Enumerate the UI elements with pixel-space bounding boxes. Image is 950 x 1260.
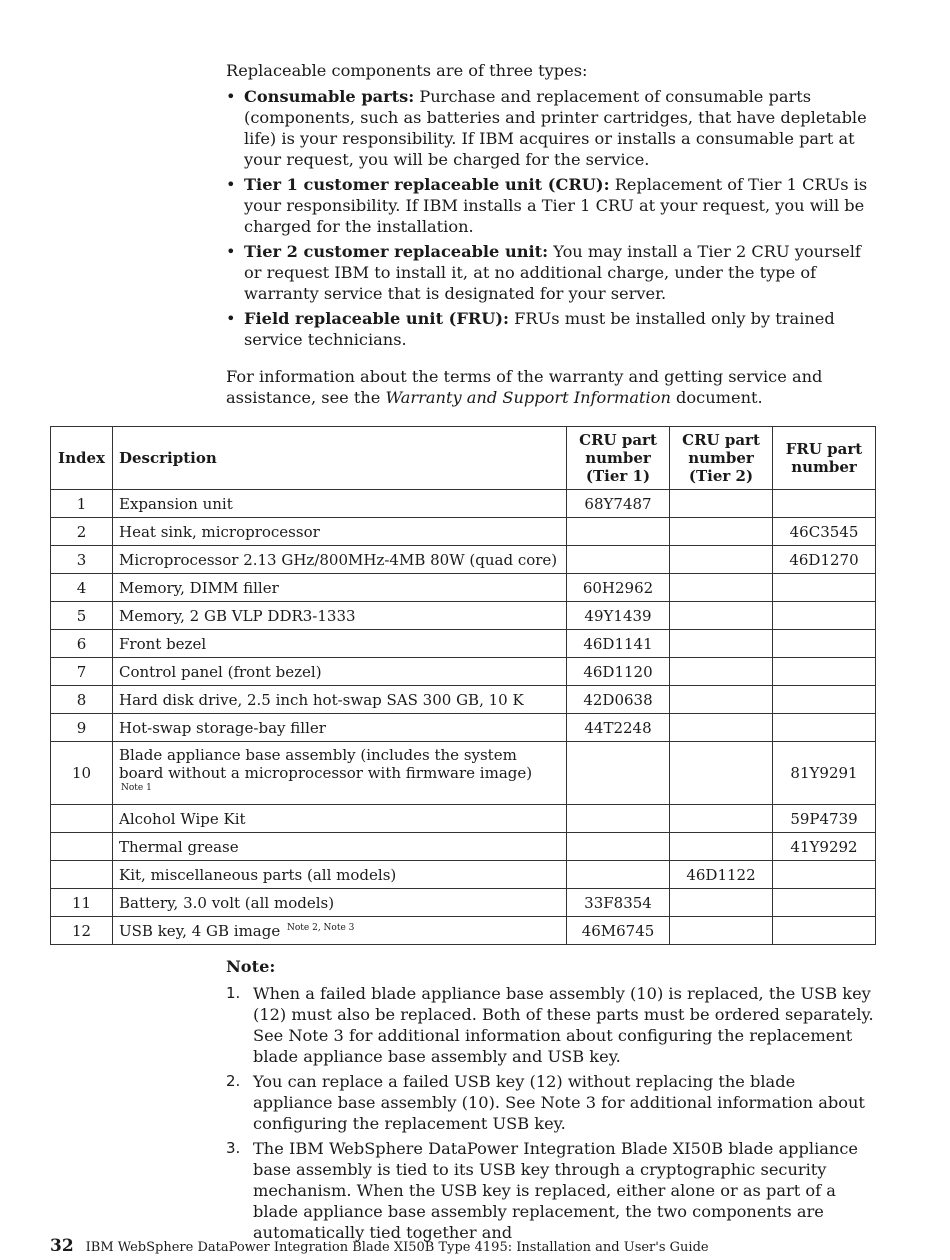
cell-cru-tier1 <box>567 714 670 742</box>
cell-index-text: 1 <box>76 494 87 513</box>
cell-fru <box>773 805 876 833</box>
header-cru-tier1: CRU part number (Tier 1) <box>567 427 670 490</box>
note-number: 1. <box>226 984 241 1002</box>
cell-cru-tier2 <box>670 490 773 518</box>
note-number: 2. <box>226 1072 241 1090</box>
cell-description <box>113 805 567 833</box>
table-row <box>51 742 876 805</box>
cell-description-text: Thermal grease <box>119 837 239 856</box>
cell-description <box>113 490 567 518</box>
cell-index-text: 2 <box>76 522 87 541</box>
cell-index <box>51 686 113 714</box>
cell-description <box>113 742 567 805</box>
note-item <box>226 1138 878 1243</box>
cell-index-text: 3 <box>76 550 87 569</box>
cell-description-text: Hard disk drive, 2.5 inch hot-swap SAS 300 GB, 10 K <box>119 690 524 709</box>
cell-fru <box>773 714 876 742</box>
cell-fru <box>773 630 876 658</box>
table-row <box>51 518 876 546</box>
bullet-tier1-cru <box>226 174 878 237</box>
footnote-reference: Note 2, Note 3 <box>287 922 355 933</box>
cell-fru <box>773 518 876 546</box>
cell-cru-tier1-text: 46M6745 <box>581 921 655 940</box>
cell-index-text: 5 <box>76 606 87 625</box>
bullet-fru <box>226 308 878 350</box>
cell-fru-text: 59P4739 <box>790 809 858 828</box>
cell-fru <box>773 889 876 917</box>
cell-cru-tier2 <box>670 518 773 546</box>
table-row <box>51 658 876 686</box>
cell-description-text: Expansion unit <box>119 494 233 513</box>
cell-description-text: Hot-swap storage-bay filler <box>119 718 326 737</box>
footer-title: IBM WebSphere DataPower Integration Blade XI50B Type 4195: Installation and User's Guide <box>85 1240 709 1255</box>
cell-fru <box>773 490 876 518</box>
warranty-text-before: For information about the terms of the warranty and getting service and assistance, see the <box>226 367 823 407</box>
bullet-term: Field replaceable unit (FRU): <box>244 309 510 328</box>
cell-fru-text: 41Y9292 <box>790 837 858 856</box>
cell-index-text: 4 <box>76 578 87 597</box>
cell-fru-text: 46C3545 <box>789 522 859 541</box>
cell-fru <box>773 602 876 630</box>
cell-description <box>113 574 567 602</box>
table-row <box>51 574 876 602</box>
cell-cru-tier2 <box>670 861 773 889</box>
cell-cru-tier2 <box>670 714 773 742</box>
cell-description-text: Blade appliance base assembly (includes the system board without a microprocessor with firmware image) <box>119 746 533 782</box>
cell-description-text: Microprocessor 2.13 GHz/800MHz-4MB 80W (quad core) <box>119 550 558 569</box>
cell-cru-tier1-text: 46D1141 <box>583 634 653 653</box>
cell-index-text: 11 <box>71 893 92 912</box>
cell-cru-tier2 <box>670 546 773 574</box>
warranty-paragraph <box>226 366 878 408</box>
header-cru-tier2: CRU part number (Tier 2) <box>670 427 773 490</box>
header-description: Description <box>113 427 567 490</box>
intro-section <box>226 60 878 408</box>
cell-description <box>113 630 567 658</box>
cell-index <box>51 889 113 917</box>
cell-description-text: Front bezel <box>119 634 207 653</box>
note-text: The IBM WebSphere DataPower Integration Blade XI50B blade appliance base assembly is tied to its USB key through a cryptographic security mechanism. When the USB key is replaced, either alone or as part of a blade appliance base assembly replacement, the two components are automatically tied together and <box>253 1139 858 1242</box>
cell-description-text: Alcohol Wipe Kit <box>119 809 246 828</box>
bullet-text: FRUs must be installed only by trained service technicians. <box>244 309 835 349</box>
intro-lead: Replaceable components are of three types: <box>226 61 588 80</box>
cell-description-text: USB key, 4 GB image <box>119 921 281 940</box>
bullet-term: Tier 2 customer replaceable unit: <box>244 242 549 261</box>
warranty-text-after: document. <box>670 388 763 407</box>
cell-index <box>51 917 113 945</box>
cell-index <box>51 546 113 574</box>
cell-cru-tier1 <box>567 490 670 518</box>
cell-index <box>51 714 113 742</box>
cell-description-text: Battery, 3.0 volt (all models) <box>119 893 335 912</box>
table-row <box>51 490 876 518</box>
cell-index <box>51 658 113 686</box>
bullet-tier2-cru <box>226 241 878 304</box>
footnote-reference: Note 1 <box>121 783 152 793</box>
cell-cru-tier1 <box>567 546 670 574</box>
note-item <box>226 983 878 1067</box>
cell-cru-tier2 <box>670 574 773 602</box>
cell-description <box>113 861 567 889</box>
cell-description-text: Control panel (front bezel) <box>119 662 322 681</box>
cell-cru-tier2 <box>670 630 773 658</box>
cell-fru <box>773 686 876 714</box>
cell-index <box>51 861 113 889</box>
cell-cru-tier2 <box>670 686 773 714</box>
cell-index <box>51 630 113 658</box>
cell-cru-tier2 <box>670 917 773 945</box>
table-row <box>51 917 876 945</box>
cell-description-text: Kit, miscellaneous parts (all models) <box>119 865 397 884</box>
cell-cru-tier1 <box>567 686 670 714</box>
cell-fru <box>773 917 876 945</box>
bullet-text: You may install a Tier 2 CRU yourself or request IBM to install it, at no additional charge, under the type of warranty service that is designated for your server. <box>244 242 861 303</box>
cell-fru <box>773 861 876 889</box>
cell-description-text: Memory, DIMM filler <box>119 578 279 597</box>
cell-cru-tier1 <box>567 833 670 861</box>
parts-table <box>50 426 876 945</box>
cell-cru-tier2 <box>670 602 773 630</box>
bullet-term: Tier 1 customer replaceable unit (CRU): <box>244 175 610 194</box>
cell-index <box>51 574 113 602</box>
notes-heading: Note: <box>226 957 276 976</box>
cell-cru-tier1 <box>567 602 670 630</box>
note-text: When a failed blade appliance base assembly (10) is replaced, the USB key (12) must also be replaced. Both of these parts must be ordered separately. See Note 3 for additional information about configuring the replacement blade appliance base assembly and USB key. <box>253 984 874 1066</box>
cell-fru <box>773 742 876 805</box>
cell-index <box>51 742 113 805</box>
bullet-text: Purchase and replacement of consumable parts (components, such as batteries and printer cartridges, that have depletable life) is your responsibility. If IBM acquires or installs a consumable part at your request, you will be charged for the service. <box>244 87 867 169</box>
cell-index <box>51 805 113 833</box>
cell-cru-tier1-text: 60H2962 <box>582 578 654 597</box>
bullet-term: Consumable parts: <box>244 87 415 106</box>
cell-cru-tier1-text: 68Y7487 <box>584 494 652 513</box>
header-fru: FRU part number <box>773 427 876 490</box>
table-row <box>51 602 876 630</box>
cell-cru-tier1 <box>567 861 670 889</box>
cell-cru-tier1 <box>567 518 670 546</box>
bullet-text: Replacement of Tier 1 CRUs is your responsibility. If IBM installs a Tier 1 CRU at your request, you will be charged for the installation. <box>244 175 868 236</box>
table-row <box>51 805 876 833</box>
cell-description <box>113 714 567 742</box>
cell-description <box>113 833 567 861</box>
cell-cru-tier1 <box>567 742 670 805</box>
cell-cru-tier1 <box>567 574 670 602</box>
component-types-list <box>226 86 878 350</box>
page-number: 32 <box>50 1236 74 1256</box>
cell-index <box>51 490 113 518</box>
cell-cru-tier1-text: 46D1120 <box>583 662 653 681</box>
cell-fru-text: 81Y9291 <box>790 764 858 782</box>
parts-table-header-row <box>51 427 876 490</box>
cell-index <box>51 518 113 546</box>
cell-index-text: 9 <box>76 718 87 737</box>
table-row <box>51 889 876 917</box>
cell-fru <box>773 574 876 602</box>
cell-description <box>113 658 567 686</box>
page-footer <box>50 1236 709 1258</box>
cell-cru-tier1-text: 33F8354 <box>584 893 652 912</box>
cell-description <box>113 686 567 714</box>
cell-index <box>51 833 113 861</box>
cell-cru-tier1 <box>567 917 670 945</box>
cell-cru-tier1 <box>567 658 670 686</box>
table-row <box>51 714 876 742</box>
cell-cru-tier2-text: 46D1122 <box>686 865 756 884</box>
cell-description-text: Memory, 2 GB VLP DDR3-1333 <box>119 606 356 625</box>
notes-list <box>226 983 878 1243</box>
cell-index-text: 10 <box>71 764 92 782</box>
cell-index-text: 12 <box>71 921 92 940</box>
cell-fru <box>773 546 876 574</box>
cell-description <box>113 917 567 945</box>
bullet-consumable-parts <box>226 86 878 170</box>
table-row <box>51 833 876 861</box>
cell-index-text: 8 <box>76 690 87 709</box>
cell-index <box>51 602 113 630</box>
cell-cru-tier2 <box>670 889 773 917</box>
cell-description <box>113 889 567 917</box>
parts-table-body <box>51 490 876 945</box>
cell-cru-tier2 <box>670 658 773 686</box>
warranty-doc-title: Warranty and Support Information <box>385 388 671 407</box>
cell-description <box>113 546 567 574</box>
cell-cru-tier1-text: 42D0638 <box>583 690 653 709</box>
cell-index-text: 7 <box>76 662 87 681</box>
notes-section <box>226 956 878 1247</box>
cell-cru-tier2 <box>670 833 773 861</box>
cell-cru-tier1-text: 44T2248 <box>584 718 652 737</box>
cell-cru-tier1-text: 49Y1439 <box>584 606 652 625</box>
cell-fru-text: 46D1270 <box>789 550 859 569</box>
cell-description <box>113 518 567 546</box>
cell-cru-tier2 <box>670 805 773 833</box>
note-text: You can replace a failed USB key (12) without replacing the blade appliance base assembly (10). See Note 3 for additional information about configuring the replacement USB key. <box>253 1072 865 1133</box>
note-item <box>226 1071 878 1134</box>
cell-cru-tier1 <box>567 630 670 658</box>
cell-fru <box>773 658 876 686</box>
cell-index-text: 6 <box>76 634 87 653</box>
cell-cru-tier2 <box>670 742 773 805</box>
header-index: Index <box>51 427 113 490</box>
table-row <box>51 630 876 658</box>
table-row <box>51 546 876 574</box>
table-row <box>51 861 876 889</box>
cell-description <box>113 602 567 630</box>
cell-description-text: Heat sink, microprocessor <box>119 522 320 541</box>
cell-cru-tier1 <box>567 889 670 917</box>
cell-cru-tier1 <box>567 805 670 833</box>
cell-fru <box>773 833 876 861</box>
note-number: 3. <box>226 1139 241 1157</box>
table-row <box>51 686 876 714</box>
